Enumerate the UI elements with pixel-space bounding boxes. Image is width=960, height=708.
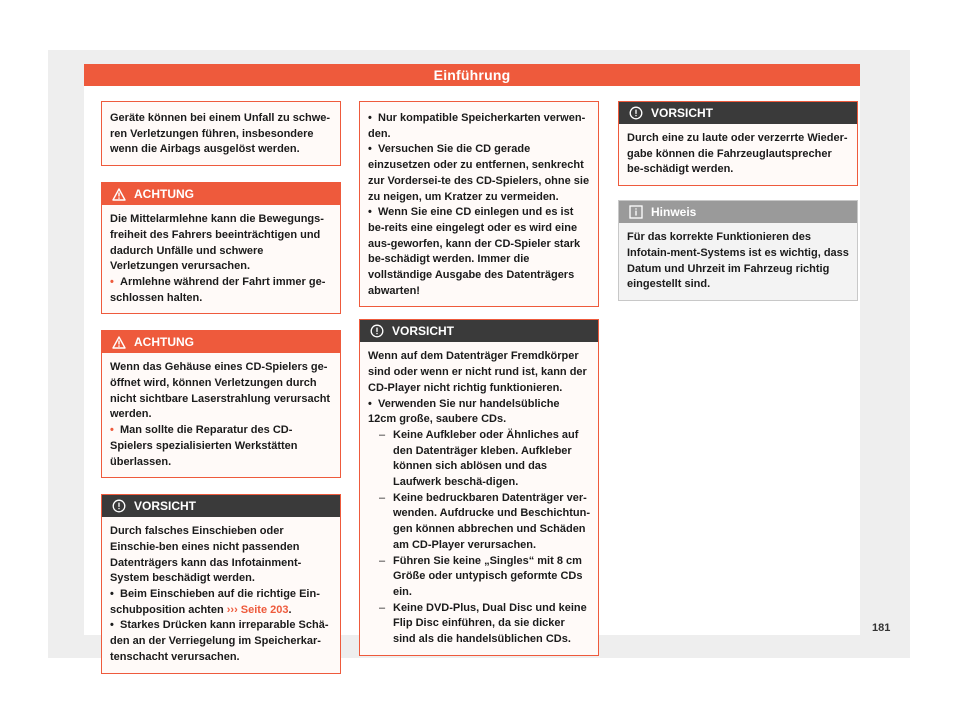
warning-box-laser bbox=[101, 330, 341, 478]
caution-bullets bbox=[368, 397, 590, 428]
note-header bbox=[619, 201, 857, 223]
list-item: • Man sollte die Reparatur des CD-Spielers spezialisierten Werkstätten überlassen. bbox=[110, 424, 298, 468]
section-header: Einführung bbox=[84, 64, 860, 86]
warning-body bbox=[102, 205, 340, 313]
caution-text: Wenn auf dem Datenträger Fremdkörper sind oder wenn er nicht rund ist, kann der CD-Player nicht richtig funktionieren. bbox=[368, 350, 587, 394]
page-link[interactable]: ››› Seite 203 bbox=[226, 603, 289, 616]
note-body bbox=[619, 223, 857, 300]
warning-body bbox=[102, 353, 340, 477]
list-item: • Wenn Sie eine CD einlegen und es ist be-reits eine eingelegt oder es wird eine aus-geworfen, kann der CD-Spieler stark be-schädigt werden. Immer die vollständige Ausgabe des Datenträgers abwarten! bbox=[368, 206, 581, 297]
list-item: • Nur kompatible Speicherkarten verwen-den. bbox=[368, 112, 586, 140]
warning-text: Wenn das Gehäuse eines CD-Spielers ge-öffnet wird, können Verletzungen durch nicht sichtbare Laserstrahlung verursacht werden. bbox=[110, 361, 331, 421]
warning-bullets bbox=[110, 275, 332, 306]
list-item: • Verwenden Sie nur handelsübliche 12cm große, saubere CDs. bbox=[368, 397, 560, 426]
column-middle bbox=[359, 101, 599, 656]
intro-box bbox=[101, 101, 341, 166]
continued-caution-box bbox=[359, 101, 599, 307]
column-right bbox=[618, 101, 858, 301]
list-item: • Versuchen Sie die CD gerade einzusetzen oder zu entfernen, senkrecht zur Vordersei-te des CD-Spielers, ohne sie zu neigen, um Kratzer zu vermeiden. bbox=[368, 143, 590, 203]
note-text: Für das korrekte Funktionieren des Infotain-ment-Systems ist es wichtig, dass Datum und Uhrzeit im Fahrzeug richtig eingestellt sind. bbox=[627, 231, 849, 291]
intro-text: Geräte können bei einem Unfall zu schwe-ren Verletzungen führen, insbesondere wenn die Airbags ausgelöst werden. bbox=[110, 112, 331, 156]
info-icon bbox=[629, 205, 643, 219]
caution-header bbox=[102, 495, 340, 517]
caution-circle-icon bbox=[112, 499, 126, 513]
list-item: • Armlehne während der Fahrt immer ge-schlossen halten. bbox=[110, 275, 326, 304]
list-item: – Keine bedruckbaren Datenträger ver-wenden. Aufdrucke und Beschichtun-gen können abbrechen und Schäden am CD-Player verursachen. bbox=[379, 491, 590, 551]
list-item: • Starkes Drücken kann irreparable Schä-den an der Verriegelung im Speicherkar-tenschacht verursachen. bbox=[110, 619, 329, 663]
list-item: – Keine Aufkleber oder Ähnliches auf den Datenträger kleben. Aufkleber können sich ablösen und das Laufwerk beschä-digen. bbox=[379, 428, 579, 489]
caution-sub-list bbox=[376, 428, 590, 648]
page-number: 181 bbox=[872, 622, 891, 634]
caution-body bbox=[360, 342, 598, 654]
caution-circle-icon bbox=[370, 324, 384, 338]
warning-header bbox=[102, 183, 340, 205]
warning-title: ACHTUNG bbox=[134, 335, 194, 350]
caution-title: VORSICHT bbox=[134, 499, 197, 514]
caution-box-cd bbox=[359, 319, 599, 655]
warning-box-armrest bbox=[101, 182, 341, 314]
caution-text: Durch falsches Einschieben oder Einschie-ben eines nicht passenden Datenträgers kann das Infotainment-System beschädigt werden. bbox=[110, 525, 302, 585]
warning-bullets bbox=[110, 423, 332, 470]
caution-title: VORSICHT bbox=[651, 106, 714, 120]
list-item: – Führen Sie keine „Singles“ mit 8 cm Größe oder untypisch geformte CDs ein. bbox=[379, 554, 583, 598]
caution-box-volume bbox=[618, 101, 858, 186]
warning-triangle-icon bbox=[112, 187, 126, 201]
caution-body bbox=[619, 124, 857, 185]
caution-bullets bbox=[110, 587, 332, 666]
column-left bbox=[101, 101, 341, 674]
list-item: • Beim Einschieben auf die richtige Ein-schubposition achten ››› Seite 203. bbox=[110, 588, 320, 616]
caution-header bbox=[619, 102, 857, 124]
caution-body bbox=[102, 517, 340, 672]
continued-bullets bbox=[368, 111, 590, 299]
caution-box-insert bbox=[101, 494, 341, 673]
caution-header bbox=[360, 320, 598, 342]
warning-triangle-icon bbox=[112, 335, 126, 349]
caution-circle-icon bbox=[629, 106, 643, 120]
note-title: Hinweis bbox=[651, 205, 697, 220]
warning-title: ACHTUNG bbox=[134, 187, 194, 202]
note-box bbox=[618, 200, 858, 301]
list-item: – Keine DVD-Plus, Dual Disc und keine Flip Disc einführen, da sie dicker sind als die handelsüblichen CDs. bbox=[379, 601, 587, 646]
warning-text: Die Mittelarmlehne kann die Bewegungs-freiheit des Fahrers beeinträchtigen und dadurch Unfälle und schwere Verletzungen verursachen. bbox=[110, 213, 324, 273]
caution-title: VORSICHT bbox=[392, 324, 455, 339]
warning-header bbox=[102, 331, 340, 353]
caution-text: Durch eine zu laute oder verzerrte Wieder-gabe können die Fahrzeuglautsprecher be-schädigt werden. bbox=[627, 132, 848, 176]
